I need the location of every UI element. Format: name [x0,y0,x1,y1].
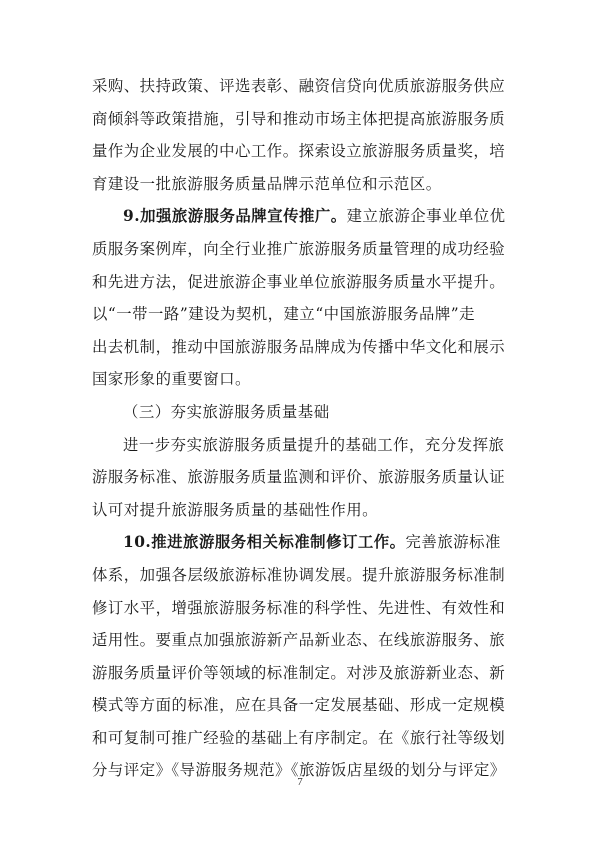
item-title: 10.推进旅游服务相关标准制修订工作。 [123,533,406,552]
text-line: 质服务案例库，向全行业推广旅游服务质量管理的成功经验 [92,239,506,258]
section-heading: （三）夯实旅游服务质量基础 [123,402,330,421]
item-text: 完善旅游标准 [405,533,501,552]
numbered-item-line [92,200,510,233]
text-line: 商倾斜等政策措施，引导和推动市场主体把提高旅游服务质 [92,109,506,128]
item-text: 建立旅游企事业单位优 [346,207,506,226]
text-line: 量作为企业发展的中心工作。探索设立旅游服务质量奖，培 [92,142,506,161]
text-line: 和先进方法，促进旅游企事业单位旅游服务质量水平提升。 [92,272,506,291]
body-text [92,70,510,787]
text-line: 进一步夯实旅游服务质量提升的基础工作，充分发挥旅 [123,435,505,454]
text-line: 认可对提升旅游服务质量的基础性作用。 [92,500,379,519]
text-line: 出去机制，推动中国旅游服务品牌成为传播中华文化和展示 [92,337,506,356]
text-line: 和可复制可推广经验的基础上有序制定。在《旅行社等级划 [92,728,506,747]
text-line: 分与评定》《导游服务规范》《旅游饭店星级的划分与评定》 [92,761,506,780]
text-line: 体系，加强各层级旅游标准协调发展。提升旅游服务标准制 [92,565,506,584]
text-line: 游服务质量评价等领域的标准制定。对涉及旅游新业态、新 [92,663,506,682]
item-title: 9.加强旅游服务品牌宣传推广。 [123,207,347,226]
text-line: 修订水平，增强旅游服务标准的科学性、先进性、有效性和 [92,598,506,617]
text-line: 以“一带一路”建设为契机，建立“中国旅游服务品牌”走 [92,305,476,324]
page-number: 7 [297,776,303,788]
text-line: 适用性。要重点加强旅游新产品新业态、在线旅游服务、旅 [92,631,506,650]
text-line: 育建设一批旅游服务质量品牌示范单位和示范区。 [92,174,442,193]
text-line: 模式等方面的标准，应在具备一定发展基础、形成一定规模 [92,696,506,715]
text-line: 采购、扶持政策、评选表彰、融资信贷向优质旅游服务供应 [92,77,506,95]
text-line: 国家形象的重要窗口。 [92,370,251,389]
numbered-item-line [92,526,510,559]
text-line: 游服务标准、旅游服务质量监测和评价、旅游服务质量认证 [92,468,506,487]
